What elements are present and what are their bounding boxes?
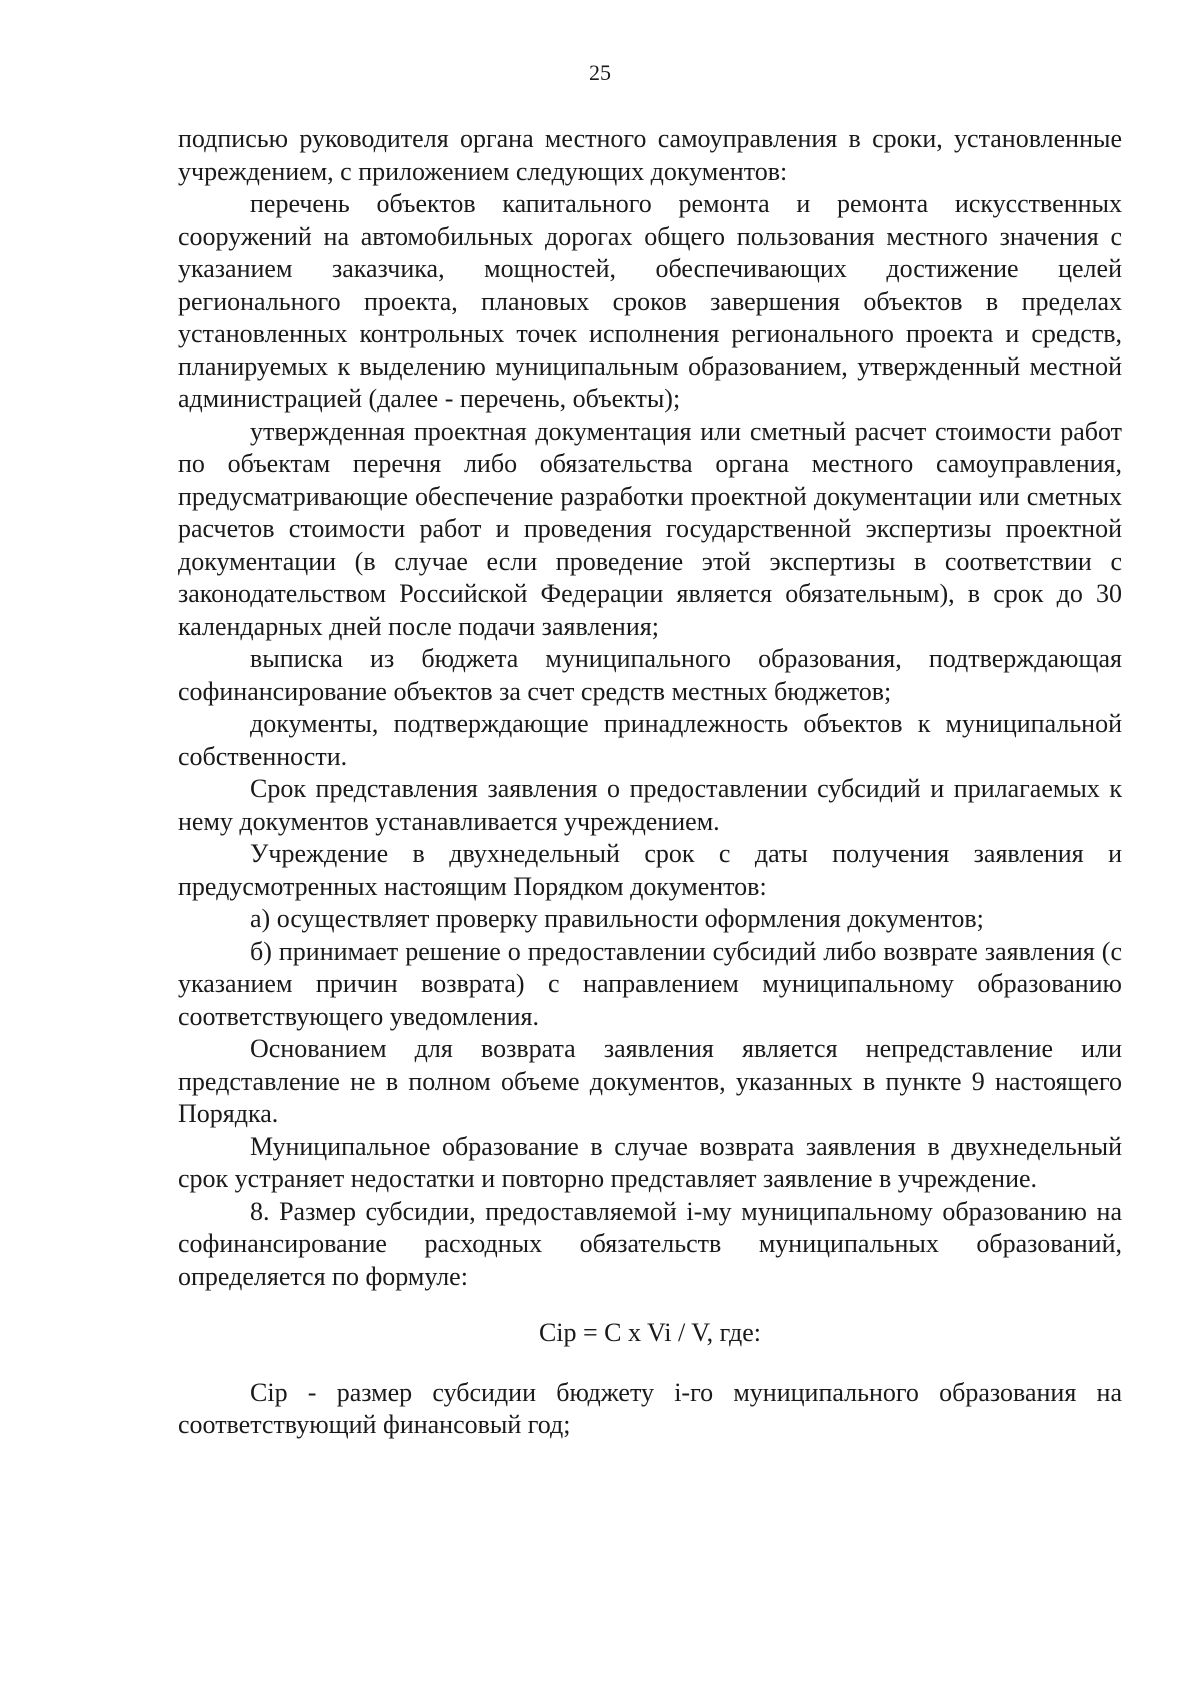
paragraph: выписка из бюджета муниципального образования, подтверждающая софинансирование объектов за счет средств местных бюджетов; bbox=[178, 644, 1122, 706]
paragraph: Основанием для возврата заявления является непредставление или представление не в полном объеме документов, указанных в пункте 9 настоящего Порядка. bbox=[178, 1034, 1122, 1128]
paragraph: утвержденная проектная документация или сметный расчет стоимости работ по объектам перечня либо обязательства органа местного самоуправления, предусматривающие обеспечение разработки проектной документации или сметных расчетов стоимости работ и проведения государственной экспертизы проектной документации (в случае если проведение этой экспертизы в соответствии с законодательством Российской Федерации является обязательным), в срок до 30 календарных дней после подачи заявления; bbox=[178, 416, 1122, 641]
paragraph: б) принимает решение о предоставлении субсидий либо возврате заявления (с указанием причин возврата) с направлением муниципальному образованию соответствующего уведомления. bbox=[178, 936, 1122, 1031]
paragraph: Учреждение в двухнедельный срок с даты получения заявления и предусмотренных настоящим Порядком документов: bbox=[178, 839, 1122, 901]
paragraph: перечень объектов капитального ремонта и ремонта искусственных сооружений на автомобильных дорогах общего пользования местного значения с указанием заказчика, мощностей, обеспечивающих достижение целей регионального проекта, плановых сроков завершения объектов в пределах установленных контрольных точек исполнения регионального проекта и средств, планируемых к выделению муниципальным образованием, утвержденный местной администрацией (далее - перечень, объекты); bbox=[178, 189, 1122, 413]
document-body bbox=[178, 123, 1122, 1442]
paragraph: а) осуществляет проверку правильности оформления документов; bbox=[250, 904, 984, 933]
paragraph: Cip - размер субсидии бюджету i-го муниципального образования на соответствующий финансовый год; bbox=[178, 1377, 1122, 1439]
formula: Cip = C x Vi / V, где: bbox=[538, 1318, 762, 1347]
paragraph: Муниципальное образование в случае возврата заявления в двухнедельный срок устраняет недостатки и повторно представляет заявление в учреждение. bbox=[178, 1131, 1122, 1193]
page-number: 25 bbox=[589, 60, 611, 85]
paragraph: Срок представления заявления о предоставлении субсидий и прилагаемых к нему документов устанавливается учреждением. bbox=[178, 774, 1122, 836]
paragraph: документы, подтверждающие принадлежность объектов к муниципальной собственности. bbox=[178, 709, 1122, 771]
paragraph: подписью руководителя органа местного самоуправления в сроки, установленные учреждением, с приложением следующих документов: bbox=[178, 124, 1122, 186]
paragraph: 8. Размер субсидии, предоставляемой i-му муниципальному образованию на софинансирование расходных обязательств муниципальных образований, определяется по формуле: bbox=[178, 1196, 1122, 1291]
